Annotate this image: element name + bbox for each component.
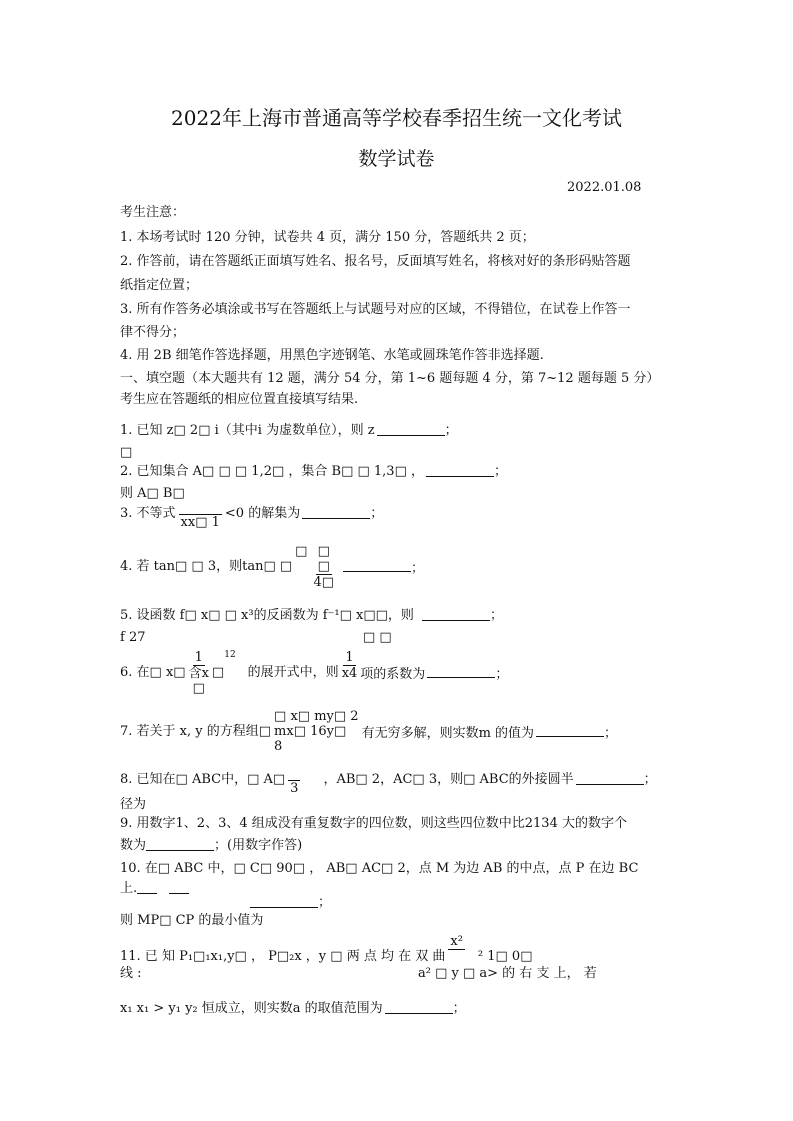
question-10-text: 则 MP□ CP 的最小值为 [120, 913, 264, 928]
answer-blank[interactable] [427, 665, 495, 678]
question-text: <0 的解集为 [224, 506, 301, 521]
notice-heading: 考生注意： [120, 205, 186, 220]
question-text: 5. 设函数 f□ x□ □ x³的反函数为 f⁻¹□ x□□，则 [120, 608, 414, 623]
fraction [288, 772, 300, 796]
bracket-glyph: □ [211, 665, 225, 680]
punct: ； [444, 423, 458, 438]
punct: ； [495, 667, 509, 682]
numerator: 1 [345, 650, 354, 665]
exam-date: 2022.01.08 [567, 180, 642, 195]
answer-blank[interactable] [422, 608, 490, 621]
question-5 [120, 608, 503, 623]
question-text: ，AB□ 2，AC□ 3，则□ ABC的外接圆半 [323, 772, 574, 787]
answer-blank[interactable] [536, 724, 604, 737]
exponent: 12 [224, 650, 236, 660]
punct: ； [452, 1001, 466, 1016]
section-instruction: 考生应在答题纸的相应位置直接填写结果. [120, 392, 359, 407]
question-2 [120, 464, 507, 479]
question-1-cont: □ [120, 445, 133, 460]
answer-blank[interactable] [576, 772, 644, 785]
exam-subtitle: 数学试卷 [358, 148, 435, 170]
question-text: 6. 在□ x□ [120, 665, 186, 680]
denominator: 3 [290, 781, 299, 796]
question-11-tail [120, 1001, 466, 1016]
question-text: 8. 已知在□ ABC中，□ A□ [120, 772, 286, 787]
question-3 [120, 506, 383, 530]
question-text: 线 : [120, 966, 142, 981]
question-text: ；(用数字作答) [214, 838, 303, 853]
punct: ； [494, 464, 508, 479]
question-7 [120, 709, 617, 754]
question-text: 有无穷多解，则实数m 的值为 [361, 726, 535, 741]
equation-tail: ² 1□ 0□ [477, 949, 533, 964]
question-9: 9. 用数字1、2、3、4 组成没有重复数字的四位数，则这些四位数中比2134 大的数字个 [120, 816, 627, 831]
punct: ； [489, 608, 503, 623]
numerator: x² [450, 934, 463, 949]
question-text: 3. 不等式 [120, 506, 176, 521]
numerator: 1 [194, 650, 203, 665]
question-4-answer [337, 559, 424, 576]
equation-line: □ x□ my□ 2 [274, 709, 359, 724]
punct: ； [643, 772, 657, 787]
question-text: 1. 已知 z□ 2□ i（其中i 为虚数单位），则 z [120, 423, 375, 438]
question-4 [120, 544, 424, 590]
question-6 [120, 650, 508, 696]
question-11 [120, 934, 533, 964]
equation-system [274, 709, 359, 754]
denominator: 含x [188, 666, 209, 681]
punct: ； [318, 895, 332, 910]
answer-blank[interactable] [250, 895, 318, 908]
question-10-answer [248, 895, 331, 910]
question-1 [120, 423, 458, 438]
question-8-cont: 径为 [120, 797, 147, 812]
notice-item: 4. 用 2B 细笔作答选择题，用黑色字迹钢笔、水笔或圆珠笔作答非选择题. [120, 348, 544, 363]
answer-blank[interactable] [146, 838, 214, 851]
question-6-tail [360, 665, 508, 682]
answer-blank[interactable] [377, 423, 445, 436]
question-5-cont: f 27 [120, 630, 146, 645]
bracket-glyph: □ [317, 544, 330, 559]
question-8 [120, 772, 657, 796]
notice-item: 律不得分； [120, 325, 186, 340]
bracket-glyph: □ [295, 544, 308, 559]
question-text: 项的系数为 [360, 667, 426, 682]
question-11-cont [120, 966, 142, 981]
punct: ； [604, 726, 618, 741]
question-10-cont: 上. [120, 881, 138, 896]
fraction-denominator: xx□ 1 [180, 515, 220, 530]
exam-title: 2022年上海市普通高等学校春季招生统一文化考试 [171, 106, 622, 130]
fraction [448, 934, 465, 950]
question-text: 2. 已知集合 A□ □ □ 1,2□ ，集合 B□ □ 1,3□ ， [120, 464, 424, 479]
question-11-cont2 [418, 966, 597, 981]
notice-item: 1. 本场考试时 120 分钟，试卷共 4 页，满分 150 分，答题纸共 2 页； [120, 230, 535, 245]
bracket-glyph: □ [192, 681, 205, 696]
answer-blank[interactable] [302, 506, 370, 519]
question-text: 11. 已 知 P₁□₁x₁,y□ ， P□₂x ，y □ 两 点 均 在 双 曲 [120, 949, 446, 964]
question-2-cont: 则 A□ B□ [120, 486, 185, 501]
vector-bar [169, 893, 189, 894]
vector-bar [137, 893, 157, 894]
fraction [189, 650, 209, 696]
answer-blank[interactable] [343, 559, 411, 572]
question-text: 数为 [120, 838, 147, 853]
fraction [313, 544, 334, 590]
notice-item: 3. 所有作答务必填涂或书写在答题纸上与试题号对应的区域，不得错位，在试卷上作答一 [120, 302, 631, 317]
question-text: 的展开式中，则 [247, 665, 339, 680]
notice-item: 2. 作答前，请在答题纸正面填写姓名、报名号，反面填写姓名，将核对好的条形码贴答题 [120, 254, 631, 269]
question-text: a² □ y □ a> 的 右 支 上， 若 [418, 966, 597, 981]
question-10: 10. 在□ ABC 中，□ C□ 90□ ， AB□ AC□ 2，点 M 为边 AB 的中点，点 P 在边 BC [120, 861, 639, 876]
punct: ； [411, 561, 425, 576]
answer-blank[interactable] [385, 1001, 453, 1014]
fraction-numerator: □ [317, 559, 330, 574]
question-text: 7. 若关于 x, y 的方程组□ [120, 724, 272, 739]
notice-item: 纸指定位置； [120, 278, 199, 293]
equation-line: 8 [274, 739, 283, 754]
fraction [179, 506, 222, 530]
bracket-stack [295, 544, 307, 559]
fraction [342, 650, 358, 681]
question-9-cont [120, 838, 302, 853]
equation-line: mx□ 16y□ [274, 724, 347, 739]
answer-blank[interactable] [426, 464, 494, 477]
punct: ； [370, 506, 384, 521]
bracket-glyph: □ □ [363, 630, 392, 645]
question-text: 4. 若 tan□ □ 3，则tan□ □ [120, 559, 293, 574]
question-7-tail [362, 724, 617, 741]
fraction-denominator: 4□ [313, 575, 335, 590]
denominator: x4 [341, 666, 358, 681]
question-text: x₁ x₁ > y₁ y₂ 恒成立，则实数a 的取值范围为 [120, 1001, 383, 1016]
section-heading: 一、填空题（本大题共有 12 题，满分 54 分，第 1~6 题每题 4 分，第 7~12 题每题 5 分） [120, 371, 660, 386]
